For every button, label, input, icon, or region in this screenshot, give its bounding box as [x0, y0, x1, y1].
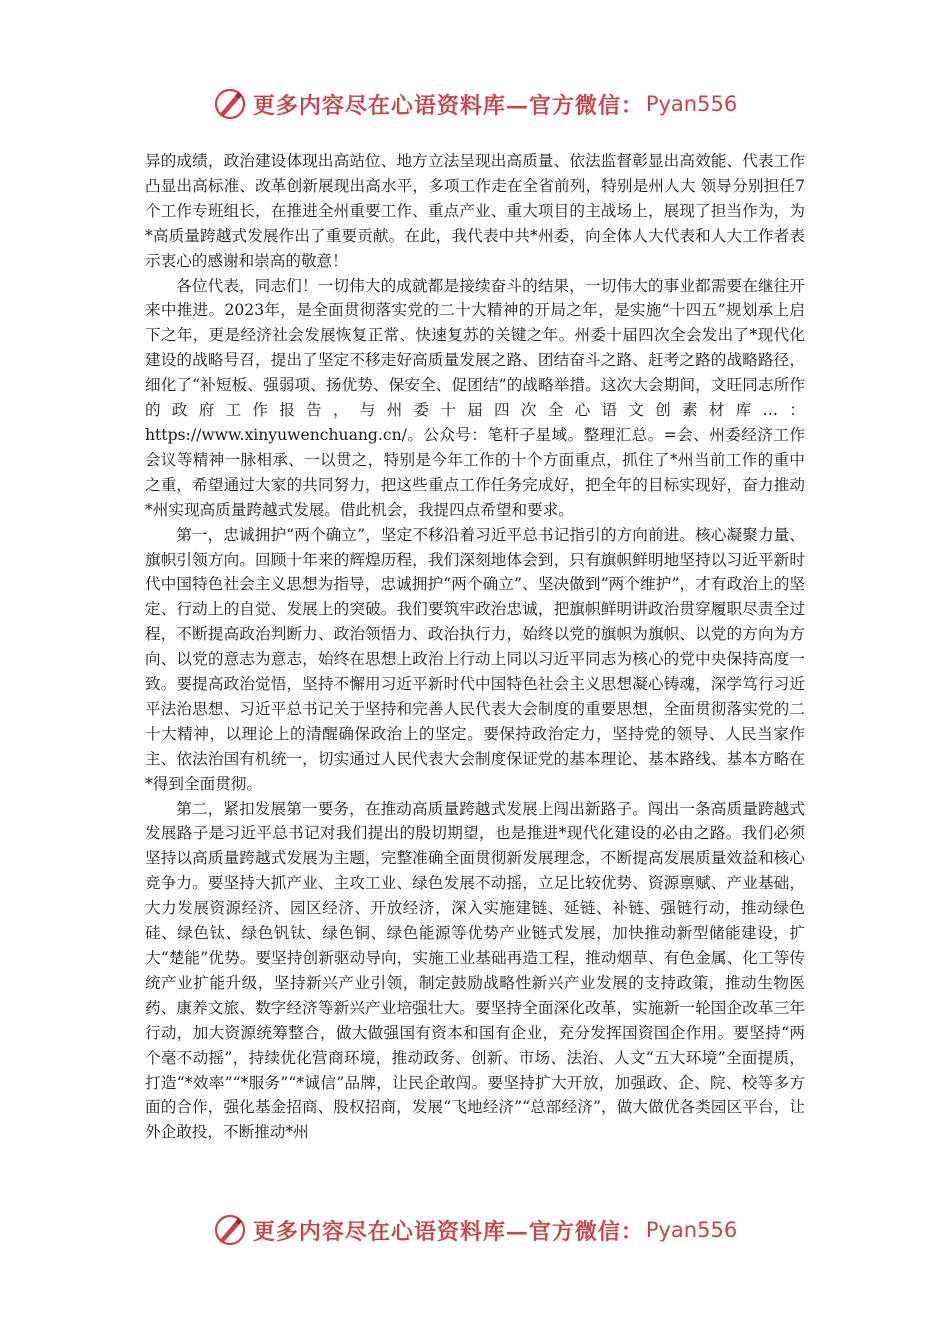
document-body — [145, 149, 805, 1145]
paragraph: 第二，紧扣发展第一要务，在推动高质量跨越式发展上闯出新路子。闯出一条高质量跨越式发展路子是习近平总书记对我们提出的殷切期望，也是推进*现代化建设的必由之路。我们必须坚持以高质量跨越式发展为主题，完整准确全面贯彻新发展理念，不断提高发展质量效益和核心竞争力。要坚持大抓产业、主攻工业、绿色发展不动摇，立足比较优势、资源禀赋、产业基础，大力发展资源经济、园区经济、开放经济，深入实施建链、延链、补链、强链行动，推动绿色硅、绿色钛、绿色钒钛、绿色铜、绿色能源等优势产业链式发展，加快推动新型储能建设，扩大“楚能”优势。要坚持创新驱动导向，实施工业基础再造工程，推动烟草、有色金属、化工等传统产业扩能升级，坚持新兴产业引领，制定鼓励战略性新兴产业发展的支持政策，推动生物医药、康养文旅、数字经济等新兴产业培强壮大。要坚持全面深化改革，实施新一轮国企改革三年行动，加大资源统筹整合，做大做强国有资本和国有企业，充分发挥国资国企作用。要坚持“两个毫不动摇”，持续优化营商环境，推动政务、创新、市场、法治、人文“五大环境”全面提质，打造“*效率”“*服务”“*诚信”品牌，让民企敢闯。要坚持扩大开放，加强政、企、院、校等多方面的合作，强化基金招商、股权招商，发展“飞地经济”“总部经济”，做大做优各类园区平台，让外企敢投，不断推动*州 — [145, 799, 805, 1142]
header-watermark — [0, 84, 950, 124]
pen-logo-icon — [213, 1213, 247, 1247]
paragraph: 异的成绩，政治建设体现出高站位、地方立法呈现出高质量、依法监督彰显出高效能、代表工作凸显出高标准、改革创新展现出高水平，多项工作走在全省前列，特别是州人大 领导分别担任7个工作专班组长，在推进全州重要工作、重点产业、重大项目的主战场上，展现了担当作为，为*高质量跨越式发展作出了重要贡献。在此，我代表中共*州委，向全体人大代表和人大工作者表示衷心的感谢和崇高的敬意！ — [145, 152, 805, 270]
pen-logo-icon — [213, 87, 247, 121]
watermark-text: 更多内容尽在心语资料库—官方微信： — [252, 92, 644, 119]
watermark-contact: Pyan556 — [645, 92, 738, 116]
watermark-contact: Pyan556 — [645, 1218, 738, 1242]
footer-watermark — [0, 1210, 950, 1250]
paragraph: 第一，忠诚拥护“两个确立”，坚定不移沿着习近平总书记指引的方向前进。核心凝聚力量、旗帜引领方向。回顾十年来的辉煌历程，我们深刻地体会到，只有旗帜鲜明地坚持以习近平新时代中国特色社会主义思想为指导，忠诚拥护“两个确立”、坚决做到“两个维护”，才有政治上的坚定、行动上的自觉、发展上的突破。我们要筑牢政治忠诚，把旗帜鲜明讲政治贯穿履职尽责全过程，不断提高政治判断力、政治领悟力、政治执行力，始终以党的旗帜为旗帜、以党的方向为方向、以党的意志为意志，始终在思想上政治上行动上同以习近平同志为核心的党中央保持高度一致。要提高政治觉悟，坚持不懈用习近平新时代中国特色社会主义思想凝心铸魂，深学笃行习近平法治思想、习近平总书记关于坚持和完善人民代表大会制度的重要思想，全面贯彻落实党的二十大精神，以理论上的清醒确保政治上的坚定。要保持政治定力，坚持党的领导、人民当家作主、依法治国有机统一，切实通过人民代表大会制度保证党的基本理论、基本路线、基本方略在*得到全面贯彻。 — [145, 525, 805, 793]
watermark-text: 更多内容尽在心语资料库—官方微信： — [252, 1218, 644, 1245]
paragraph: 各位代表，同志们！一切伟大的成就都是接续奋斗的结果，一切伟大的事业都需要在继往开来中推进。2023年，是全面贯彻落实党的二十大精神的开局之年，是实施“十四五”规划承上启下之年，更是经济社会发展恢复正常、快速复苏的关键之年。州委十届四次全会发出了*现代化建设的战略号召，提出了坚定不移走好高质量发展之路、团结奋斗之路、赶考之路的战略路径，细化了“补短板、强弱项、扬优势、保安全、促团结”的战略举措。这次大会期间，文旺同志所作的政府工作报告，与州委十届四次全心语文创素材库…：https://www.xinyuwenchuang.cn/。公众号：笔杆子星域。整理汇总。=会、州委经济工作会议等精神一脉相承、一以贯之，特别是今年工作的十个方面重点，抓住了*州当前工作的重中之重，希望通过大家的共同努力，把这些重点工作任务完成好，把全年的目标实现好，奋力推动*州实现高质量跨越式发展。借此机会，我提四点希望和要求。 — [145, 276, 805, 519]
